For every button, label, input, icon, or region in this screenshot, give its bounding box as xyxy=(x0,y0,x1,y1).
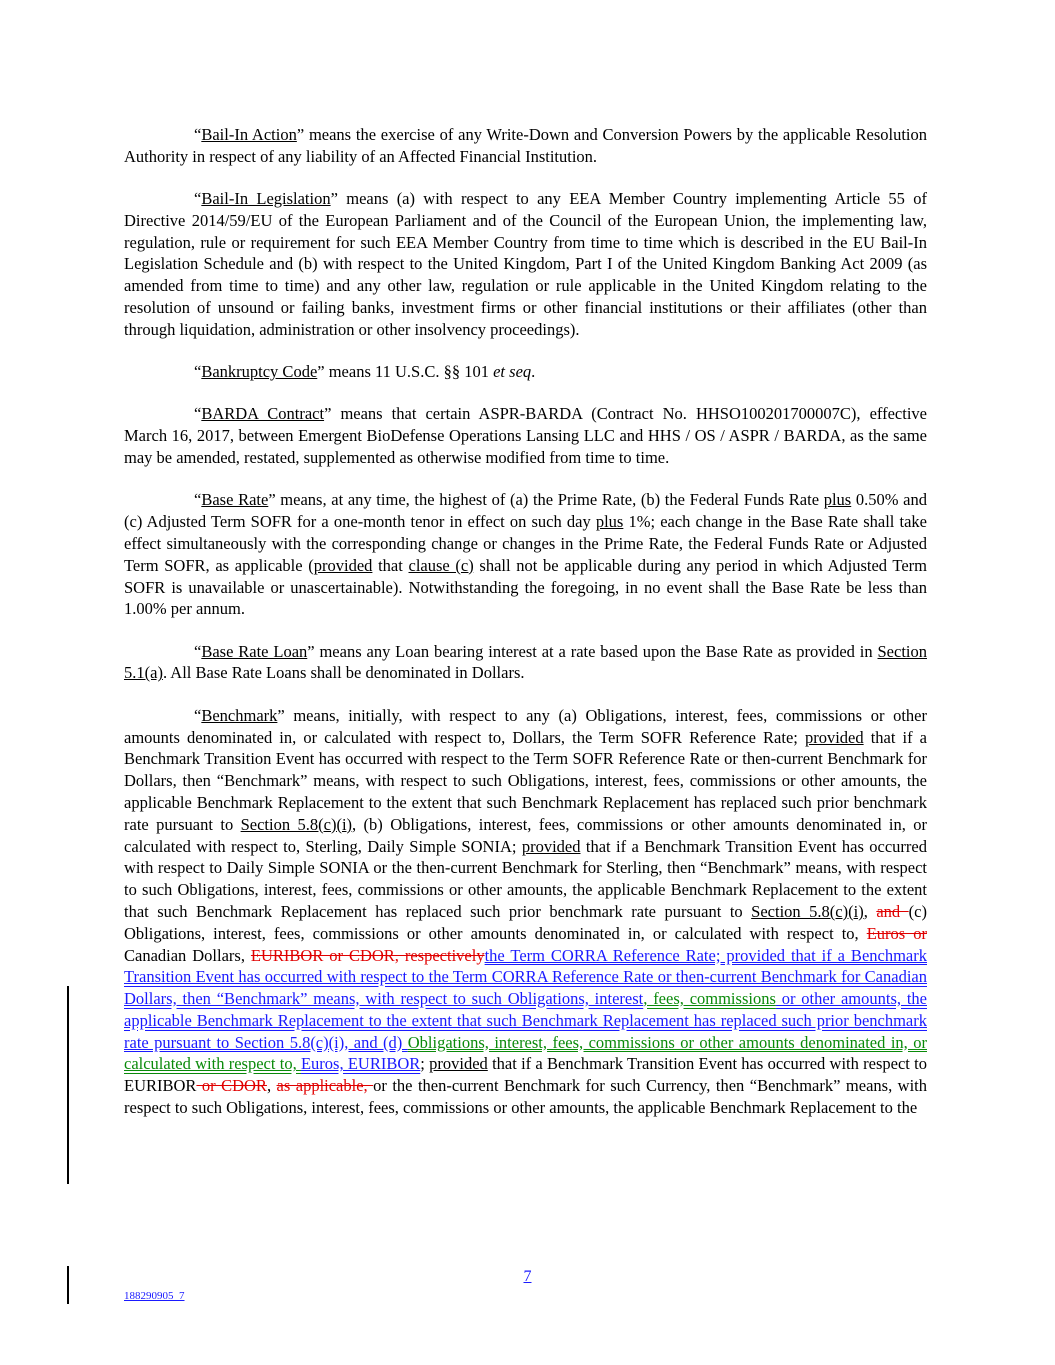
definition-text: ” means, at any time, the highest of (a) the Prime Rate, (b) the Federal Funds Rate xyxy=(268,490,824,510)
underlined-text: provided xyxy=(429,1054,488,1074)
defined-term: Bail-In Action xyxy=(201,125,297,144)
defined-term: Benchmark xyxy=(201,705,278,725)
definition-text: or the then-current Benchmark for such Currency, then “Benchmark” means, with respect to such Obligations, interest, fees, commissions or other amounts, the applicable Benchmark Replacement to the xyxy=(124,1076,927,1118)
defined-term: BARDA Contract xyxy=(201,404,325,424)
definition-text: ” means 11 U.S.C. §§ 101 xyxy=(317,362,494,382)
defined-term: Base Rate xyxy=(201,490,269,510)
italic-text: et seq xyxy=(493,362,532,382)
section-reference: Section 5.1(a) xyxy=(124,641,927,683)
moved-text: , fees, commissions xyxy=(643,989,776,1009)
deleted-text: Euros or xyxy=(866,923,927,943)
underlined-text: plus xyxy=(595,512,624,532)
definition-text: that xyxy=(372,555,409,575)
deleted-text: EURIBOR or CDOR, respectively xyxy=(250,945,485,965)
definition-text: ” means that certain ASPR-BARDA (Contract No. HHSO100201700007C), effective March 16, 2017, between Emergent BioDefense Operations Lansing LLC and HHS / OS / ASPR / BARDA, as the same may be amended, restated, supplemented as otherwise modified from time to time. xyxy=(124,404,927,468)
definition-text: ” means, initially, with respect to any (a) Obligations, interest, fees, commissions or other amounts denominated in, or calculated with respect to, Dollars, the Term SOFR Reference Rate; xyxy=(124,705,927,747)
definition-bail-in-action: “Bail-In Action” means the exercise of any Write-Down and Conversion Powers by the applicable Resolution Authority in respect of any liability of an Affected Financial Institution. xyxy=(124,125,927,166)
definition-text: that if a Benchmark Transition Event has occurred with respect to Daily Simple SONIA or the then-current Benchmark for Sterling, then “Benchmark” means, with respect to such Obligations, interest, fees, commissions or other amounts, the applicable Benchmark Replacement to the extent that such Benchmark Replacement has replaced such prior benchmark rate pursuant to xyxy=(124,836,927,921)
moved-text: Obligations, interest, fees, commissions or other amounts denominated in, or calculated with respect to, xyxy=(124,1032,927,1074)
defined-term: Bail-In Legislation xyxy=(201,189,331,209)
definition-text: that if a Benchmark Transition Event has occurred with respect to EURIBOR xyxy=(124,1054,927,1096)
definition-text: ” means any Loan bearing interest at a rate based upon the Base Rate as provided in xyxy=(307,641,878,661)
document-id: 188290905_7 xyxy=(124,1290,185,1302)
definition-text: . All Base Rate Loans shall be denominated in Dollars. xyxy=(162,663,525,683)
definition-base-rate-loan: “Base Rate Loan” means any Loan bearing interest at a rate based upon the Base Rate as provided in Section 5.1(a). All Base Rate Loans shall be denominated in Dollars. xyxy=(124,641,927,683)
underlined-text: provided xyxy=(521,836,581,856)
definition-text: , xyxy=(266,1076,277,1096)
definition-text: , (b) Obligations, interest, fees, commissions or other amounts denominated in, or calculated with respect to, Sterling, Daily Simple SONIA; xyxy=(124,814,928,856)
clause-reference: clause (c) xyxy=(408,555,474,575)
underlined-text: provided xyxy=(313,555,373,575)
definition-benchmark: “Benchmark” means, initially, with respect to any (a) Obligations, interest, fees, commissions or other amounts denominated in, or calculated with respect to, Dollars, the Term SOFR Reference Rate; provided that if a Benchmark Transition Event has occurred with respect to the Term SOFR Reference Rate or then-current Benchmark for Dollars, then “Benchmark” means, with respect to such Obligations, interest, fees, commissions or other amounts, the applicable Benchmark Replacement to the extent that such Benchmark Replacement has replaced such prior benchmark rate pursuant to Section 5.8(c)(i), (b) Obligations, interest, fees, commissions or other amounts denominated in, or calculated with respect to, Sterling, Daily Simple SONIA; provided that if a Benchmark Transition Event has occurred with respect to Daily Simple SONIA or the then-current Benchmark for Sterling, then “Benchmark” means, with respect to such Obligations, interest, fees, commissions or other amounts, the applicable Benchmark Replacement to the extent that such Benchmark Replacement has replaced such prior benchmark rate pursuant to Section 5.8(c)(i), and (c) Obligations, interest, fees, commissions or other amounts denominated in, or calculated with respect to, Euros or Canadian Dollars, EURIBOR or CDOR, respectivelythe Term CORRA Reference Rate; provided that if a Benchmark Transition Event has occurred with respect to the Term CORRA Reference Rate or then-current Benchmark for Canadian Dollars, then “Benchmark” means, with respect to such Obligations, interest, fees, commissions or other amounts, the applicable Benchmark Replacement to the extent that such Benchmark Replacement has replaced such prior benchmark rate pursuant to Section 5.8(c)(i), and (d) Obligations, interest, fees, commissions or other amounts denominated in, or calculated with respect to, Euros, EURIBOR; provided that if a Benchmark Transition Event has occurred with respect to EURIBOR or CDOR, as applicable, or the then-current Benchmark for such Currency, then “Benchmark” means, with respect to such Obligations, interest, fees, commissions or other amounts, the applicable Benchmark Replacement to the xyxy=(124,705,928,1118)
inserted-text: the Term CORRA Reference Rate; provided that if a Benchmark Transition Event has occurred with respect to the Term CORRA Reference Rate or then-current Benchmark for Canadian Dollars, then “Benchmark” means, with respect to such Obligations, interest xyxy=(124,945,927,1009)
inserted-text: Euros, EURIBOR xyxy=(300,1054,421,1074)
change-bar xyxy=(67,986,69,1184)
underlined-text: provided xyxy=(804,727,864,747)
definition-text: (c) Obligations, interest, fees, commissions or other amounts denominated in, or calculated with respect to, xyxy=(124,901,927,943)
definition-bail-in-legislation: “Bail-In Legislation” means (a) with respect to any EEA Member Country implementing Article 55 of Directive 2014/59/EU of the European Parliament and of the Council of the European Union, the implementing law, regulation, rule or requirement for such EEA Member Country from time to time which is described in the EU Bail-In Legislation Schedule and (b) with respect to the United Kingdom, Part I of the United Kingdom Banking Act 2009 (as amended from time to time) and any other law, regulation or rule applicable in the United Kingdom relating to the resolution of unsound or failing banks, investment firms or other financial institutions or their affiliates (other than through liquidation, administration or other insolvency proceedings). xyxy=(124,189,927,339)
inserted-text: or other amounts, the applicable Benchmark Replacement to the extent that such Benchmark Replacement has replaced such prior benchmark rate pursuant to Section 5.8(c)(i), and (d) xyxy=(124,989,927,1052)
section-reference: Section 5.8(c)(i) xyxy=(240,814,353,834)
defined-term: Bankruptcy Code xyxy=(201,362,318,382)
definition-text: Canadian Dollars, xyxy=(124,945,251,965)
section-reference: Section 5.8(c)(i) xyxy=(751,901,864,921)
definition-bankruptcy-code: “Bankruptcy Code” means 11 U.S.C. §§ 101 et seq. xyxy=(194,362,536,382)
deleted-text: and xyxy=(876,901,909,921)
definition-text: ” means the exercise of any Write-Down and Conversion Powers by the applicable Resolution Authority in respect of any liability of an Affected Financial Institution. xyxy=(124,125,927,166)
definition-base-rate: “Base Rate” means, at any time, the highest of (a) the Prime Rate, (b) the Federal Funds Rate plus 0.50% and (c) Adjusted Term SOFR for a one-month tenor in effect on such day plus 1%; each change in the Base Rate shall take effect simultaneously with the corresponding change or changes in the Prime Rate, the Federal Funds Rate or Adjusted Term SOFR, as applicable (provided that clause (c) shall not be applicable during any period in which Adjusted Term SOFR is unavailable or unascertainable). Notwithstanding the foregoing, in no event shall the Base Rate be less than 1.00% per annum. xyxy=(124,490,928,619)
definition-text: shall not be applicable during any period in which Adjusted Term SOFR is unavailable or unascertainable). Notwithstanding the foregoing, in no event shall the Base Rate be less than 1.00% per annum. xyxy=(124,555,928,619)
page-number: 7 xyxy=(523,1268,532,1285)
definition-text: ; xyxy=(420,1054,430,1074)
definition-text: ” means (a) with respect to any EEA Member Country implementing Article 55 of Directive 2014/59/EU of the European Parliament and of the Council of the European Union, the implementing law, regulation, rule or requirement for such EEA Member Country from time to time which is described in the EU Bail-In Legislation Schedule and (b) with respect to the United Kingdom, Part I of the United Kingdom Banking Act 2009 (as amended from time to time) and any other law, regulation or rule applicable in the United Kingdom relating to the resolution of unsound or failing banks, investment firms or other financial institutions or their affiliates (other than through liquidation, administration or other insolvency proceedings). xyxy=(124,189,927,339)
definition-text: that if a Benchmark Transition Event has occurred with respect to the Term SOFR Reference Rate or then-current Benchmark for Dollars, then “Benchmark” means, with respect to such Obligations, interest, fees, commissions or other amounts, the applicable Benchmark Replacement to the extent that such Benchmark Replacement has replaced such prior benchmark rate pursuant to xyxy=(124,727,927,834)
definition-text: 1%; each change in the Base Rate shall take effect simultaneously with the corresponding change or changes in the Prime Rate, the Federal Funds Rate or Adjusted Term SOFR, as applicable ( xyxy=(124,512,928,575)
document-body xyxy=(124,124,927,1139)
deleted-text: as applicable, xyxy=(276,1076,374,1096)
definition-text: 0.50% and (c) Adjusted Term SOFR for a one-month tenor in effect on such day xyxy=(124,490,927,532)
definition-barda-contract: “BARDA Contract” means that certain ASPR-BARDA (Contract No. HHSO100201700007C), effective March 16, 2017, between Emergent BioDefense Operations Lansing LLC and HHS / OS / ASPR / BARDA, as the same may be amended, restated, supplemented as otherwise modified from time to time. xyxy=(124,404,927,468)
deleted-text: or CDOR xyxy=(196,1076,267,1096)
definition-text: , xyxy=(863,901,877,921)
defined-term: Base Rate Loan xyxy=(201,641,308,661)
underlined-text: plus xyxy=(823,490,852,510)
